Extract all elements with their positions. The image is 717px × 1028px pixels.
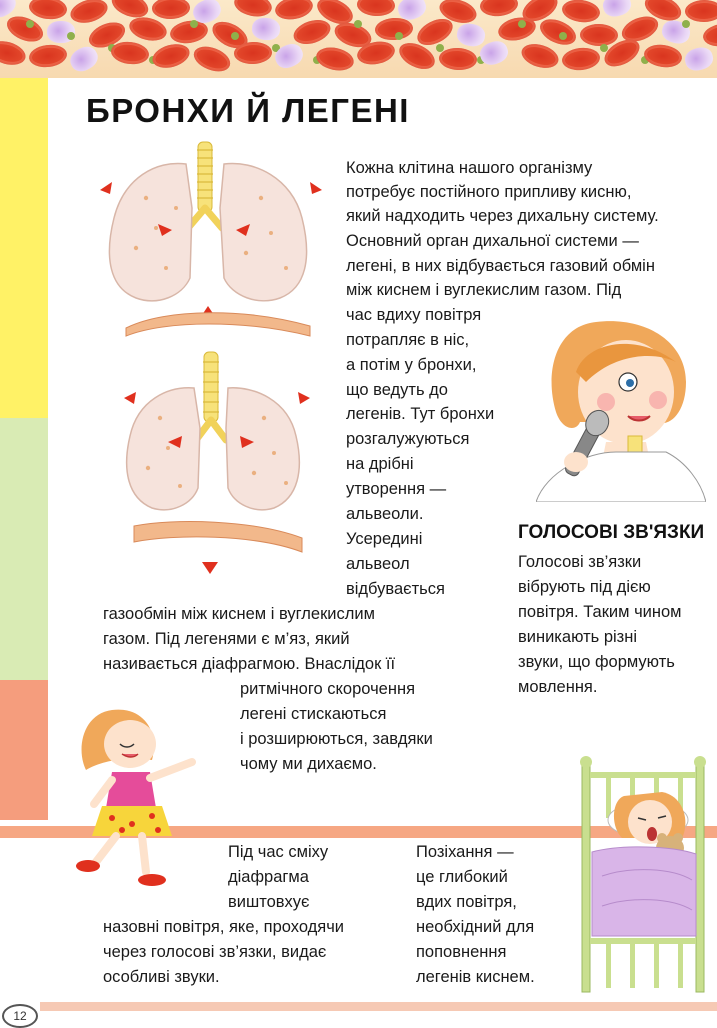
blood-cells-header-illustration — [0, 0, 717, 78]
text-line: звуки, що формують — [518, 653, 675, 671]
text-line: Кожна клітина нашого організму — [346, 159, 593, 177]
white-blood-cell-icon — [683, 45, 716, 73]
margin-band-yellow — [0, 78, 48, 418]
text-line: Голосові зв’язки — [518, 553, 642, 571]
text-line: що ведуть до — [346, 381, 448, 399]
text-line: назовні повітря, яке, проходячи — [103, 918, 345, 936]
text-line: виникають різні — [518, 628, 638, 646]
text-line: виштовхує — [228, 893, 310, 911]
red-blood-cell-icon — [561, 0, 602, 25]
green-particle-icon — [26, 20, 34, 28]
red-blood-cell-icon — [28, 0, 68, 21]
red-blood-cell-icon — [643, 42, 684, 69]
text-line: називається діафрагмою. Внаслідок її — [103, 655, 396, 673]
text-line: необхідний для — [416, 918, 535, 936]
footer-line — [40, 1002, 717, 1011]
text-line: Позіхання — — [416, 843, 514, 861]
text-line: утворення — — [346, 480, 447, 498]
page-number: 12 — [2, 1004, 38, 1028]
margin-band-salmon — [0, 680, 48, 820]
girl-in-bed-illustration — [572, 756, 714, 1000]
green-particle-icon — [67, 32, 75, 40]
text-line: це глибокий — [416, 868, 508, 886]
red-blood-cell-icon — [234, 41, 273, 64]
text-line: потребує постійного припливу кисню, — [346, 183, 632, 201]
text-line: легенів. Тут бронхи — [346, 405, 495, 423]
green-particle-icon — [354, 20, 362, 28]
text-line: на дрібні — [346, 455, 414, 473]
red-blood-cell-icon — [28, 43, 68, 69]
lungs-exhale-illustration — [104, 348, 334, 583]
red-blood-cell-icon — [110, 40, 150, 66]
red-blood-cell-icon — [232, 0, 274, 20]
red-blood-cell-icon — [291, 16, 334, 49]
text-line: Основний орган дихальної системи — — [346, 232, 639, 250]
text-line: а потім у бронхи, — [346, 356, 477, 374]
text-line: час вдиху повітря — [346, 306, 482, 324]
text-line: повітря. Таким чином — [518, 603, 682, 621]
text-line: відбувається — [346, 580, 445, 598]
voice-section-heading: ГОЛОСОВІ ЗВ'ЯЗКИ — [518, 522, 705, 543]
trachea-icon — [188, 142, 222, 228]
green-particle-icon — [395, 32, 403, 40]
lungs-inhale-illustration — [96, 138, 336, 338]
red-blood-cell-icon — [685, 0, 717, 22]
margin-band-green — [0, 418, 48, 680]
text-line: потрапляє в ніс, — [346, 331, 470, 349]
white-blood-cell-icon — [251, 17, 281, 41]
text-line: розгалужуються — [346, 430, 470, 448]
text-line: Під час сміху — [228, 843, 329, 861]
girl-with-microphone-illustration — [536, 312, 706, 502]
text-line: вдих повітря, — [416, 893, 517, 911]
text-line: газом. Під легенями є м’яз, який — [103, 630, 350, 648]
red-blood-cell-icon — [68, 0, 111, 27]
green-particle-icon — [682, 20, 690, 28]
text-line: між киснем і вуглекислим газом. Під — [346, 281, 622, 299]
page-title: БРОНХИ Й ЛЕГЕНІ — [86, 92, 410, 129]
red-blood-cell-icon — [702, 21, 717, 48]
red-blood-cell-icon — [519, 40, 562, 72]
text-line: діафрагма — [228, 868, 309, 886]
text-line: легені стискаються — [240, 705, 387, 723]
red-blood-cell-icon — [273, 0, 314, 22]
red-blood-cell-icon — [0, 37, 28, 69]
text-line: легенів киснем. — [416, 968, 535, 986]
green-particle-icon — [518, 20, 526, 28]
red-blood-cell-icon — [580, 24, 618, 47]
text-line: Усередині — [346, 530, 423, 548]
text-line: мовлення. — [518, 678, 598, 696]
text-line: газообмін між киснем і вуглекислим — [103, 605, 375, 623]
running-girl-illustration — [72, 700, 212, 900]
red-blood-cell-icon — [561, 46, 601, 72]
green-particle-icon — [559, 32, 567, 40]
text-line: поповнення — [416, 943, 507, 961]
text-line: і розширюються, завдяки — [240, 730, 433, 748]
red-blood-cell-icon — [314, 44, 356, 73]
text-line: чому ми дихаємо. — [240, 755, 377, 773]
green-particle-icon — [231, 32, 239, 40]
text-line: через голосові зв’язки, видає — [103, 943, 327, 961]
text-line: який надходить через дихальну систему. — [346, 207, 659, 225]
text-line: ритмічного скорочення — [240, 680, 416, 698]
red-blood-cell-icon — [190, 42, 233, 76]
margin-band-white — [0, 838, 48, 1008]
text-line: альвеол — [346, 555, 410, 573]
text-line: вібрують під дією — [518, 578, 651, 596]
text-line: особливі звуки. — [103, 968, 220, 986]
white-blood-cell-icon — [455, 22, 486, 49]
text-line: легені, в них відбувається газовий обмін — [346, 257, 655, 275]
red-blood-cell-icon — [150, 40, 193, 72]
red-blood-cell-icon — [479, 0, 519, 18]
red-blood-cell-icon — [356, 0, 395, 17]
white-blood-cell-icon — [601, 0, 634, 19]
red-blood-cell-icon — [152, 0, 191, 20]
red-blood-cell-icon — [438, 47, 477, 71]
text-line: альвеоли. — [346, 505, 424, 523]
red-blood-cell-icon — [374, 17, 413, 42]
